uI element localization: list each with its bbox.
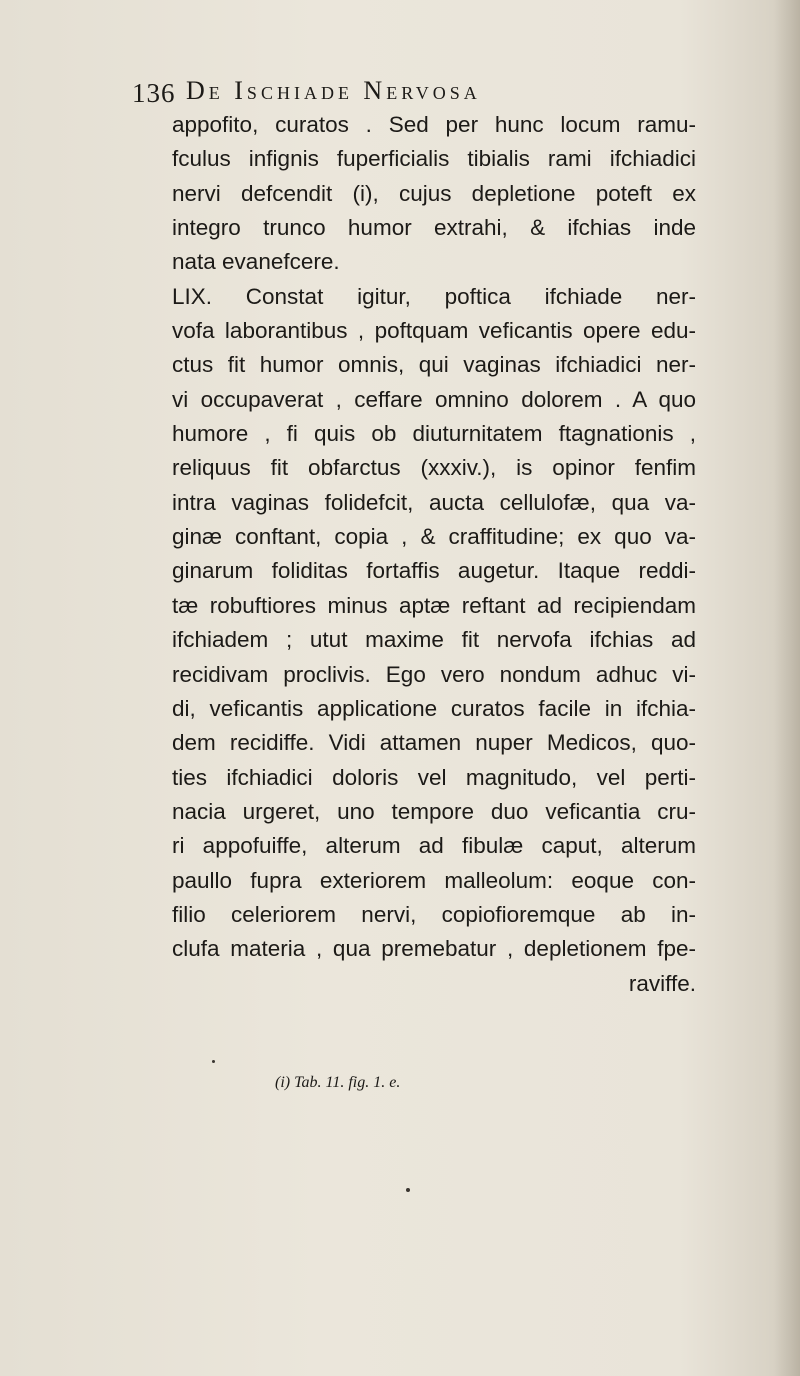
text-line: nervi defcendit (i), cujus depletione poteft ex bbox=[172, 180, 696, 206]
text-line: nata evanefcere. bbox=[172, 249, 340, 275]
text-line: appofito, curatos . Sed per hunc locum ramu- bbox=[172, 112, 696, 137]
text-line: tæ robuftiores minus aptæ reftant ad recipiendam bbox=[172, 592, 696, 618]
section-start-line: LIX. Constat igitur, poftica ifchiade ner- bbox=[172, 283, 696, 309]
page-number: 136 bbox=[132, 78, 176, 108]
footnote: (i) Tab. 11. fig. 1. e. bbox=[275, 1074, 401, 1091]
text-line: di, veficantis applicatione curatos facile in ifchia- bbox=[172, 695, 696, 721]
running-head: De Ischiade Nervosa bbox=[186, 76, 481, 105]
text-line: ginarum foliditas fortaffis augetur. Itaque reddi- bbox=[172, 558, 696, 584]
text-line: ginæ conftant, copia , & craffitudine; ex quo va- bbox=[172, 524, 696, 550]
text-line: clufa materia , qua premebatur , depletionem fpe- bbox=[172, 936, 696, 962]
ink-speck bbox=[406, 1188, 410, 1192]
text-line: humore , fi quis ob diuturnitatem ftagnationis , bbox=[172, 421, 696, 447]
text-line: fculus infignis fuperficialis tibialis rami ifchiadici bbox=[172, 146, 696, 172]
text-line: reliquus fit obfarctus (xxxiv.), is opinor fenfim bbox=[172, 455, 696, 481]
text-line: ties ifchiadici doloris vel magnitudo, vel perti- bbox=[172, 764, 696, 790]
text-line: ctus fit humor omnis, qui vaginas ifchiadici ner- bbox=[172, 352, 696, 378]
text-line: vi occupaverat , ceffare omnino dolorem . A quo bbox=[172, 386, 696, 412]
text-line: raviffe. bbox=[628, 970, 696, 996]
text-line: ri appofuiffe, alterum ad fibulæ caput, alterum bbox=[172, 833, 696, 859]
text-line: nacia urgeret, uno tempore duo veficantia cru- bbox=[172, 798, 696, 824]
page-edge-shadow bbox=[774, 0, 800, 1376]
text-line: ifchiadem ; utut maxime fit nervofa ifchias ad bbox=[172, 627, 696, 653]
text-line: paullo fupra exteriorem malleolum: eoque con- bbox=[172, 867, 696, 893]
text-line: dem recidiffe. Vidi attamen nuper Medicos, quo- bbox=[172, 730, 696, 756]
text-line: vofa laborantibus , poftquam veficantis opere edu- bbox=[172, 318, 696, 344]
ink-speck bbox=[212, 1060, 215, 1063]
text-line: integro trunco humor extrahi, & ifchias inde bbox=[172, 215, 696, 241]
text-line: filio celeriorem nervi, copiofioremque ab in- bbox=[172, 901, 696, 927]
body-text bbox=[172, 108, 696, 1001]
text-line: recidivam proclivis. Ego vero nondum adhuc vi- bbox=[172, 661, 696, 687]
text-line: intra vaginas folidefcit, aucta cellulofæ, qua va- bbox=[172, 489, 696, 515]
